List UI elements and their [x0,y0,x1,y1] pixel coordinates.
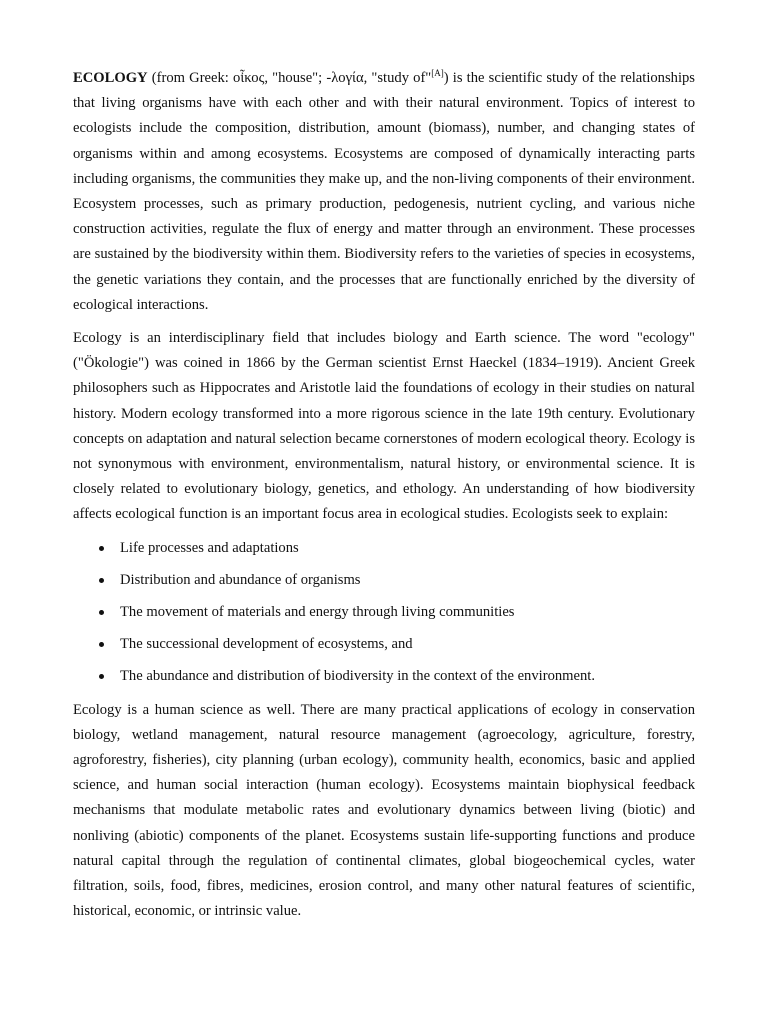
etymology-text: (from Greek: οἶκος, "house"; -λογία, "study of" [147,70,432,86]
footnote-link[interactable]: [A] [431,68,444,79]
bullet-icon [99,610,104,615]
paragraph-history: Ecology is an interdisciplinary field that includes biology and Earth science. The word "ecology" ("Ökologie") was coined in 1866 by the German scientist Ernst Haeckel (1834–1919). Ancient Greek philosophers such as Hippocrates and Aristotle laid the foundations of ecology in their studies on natural history. Modern ecology transformed into a more rigorous science in the late 19th century. Evolutionary concepts on adaptation and natural selection became cornerstones of modern ecological theory. Ecology is not synonymous with environment, environmentalism, natural history, or environmental science. It is closely related to evolutionary biology, genetics, and ethology. An understanding of how biodiversity affects ecological function is an important focus area in ecological studies. Ecologists seek to explain: [73,330,695,523]
term-heading: ECOLOGY [73,70,148,86]
list-item: The movement of materials and energy through living communities [73,600,695,625]
list-item: Distribution and abundance of organisms [73,568,695,593]
document-page [73,66,695,933]
bullet-icon [99,674,104,679]
paragraph-intro [73,66,695,318]
list-item: Life processes and adaptations [73,536,695,561]
paragraph-applications: Ecology is a human science as well. There are many practical applications of ecology in conservation biology, wetland management, natural resource management (agroecology, agriculture, forestry, agroforestry, fisheries), city planning (urban ecology), community health, economics, basic and applied science, and human social interaction (human ecology). Ecosystems maintain biophysical feedback mechanisms that modulate metabolic rates and evolutionary dynamics between living (biotic) and nonliving (abiotic) components of the planet. Ecosystems sustain life-supporting functions and produce natural capital through the regulation of continental climates, global biogeochemical cycles, water filtration, soils, food, fibres, medicines, erosion control, and many other natural features of scientific, historical, economic, or intrinsic value. [73,701,695,920]
intro-text: ) is the scientific study of the relationships that living organisms have with each other and with their natural environment. Topics of interest to ecologists include the composition, distribution, amount (biomass), number, and changing states of organisms within and among ecosystems. Ecosystems are composed of dynamically interacting parts including organisms, the communities they make up, and the non-living components of their environment. Ecosystem processes, such as primary production, pedogenesis, nutrient cycling, and various niche construction activities, regulate the flux of energy and matter through an environment. These processes are sustained by the biodiversity within them. Biodiversity refers to the varieties of species in ecosystems, the genetic variations they contain, and the processes that are functionally enriched by the diversity of ecological interactions. [73,70,695,313]
bullet-list [73,536,695,690]
bullet-icon [99,546,104,551]
list-item: The abundance and distribution of biodiversity in the context of the environment. [73,664,695,689]
bullet-icon [99,578,104,583]
list-item: The successional development of ecosystems, and [73,632,695,657]
bullet-icon [99,642,104,647]
